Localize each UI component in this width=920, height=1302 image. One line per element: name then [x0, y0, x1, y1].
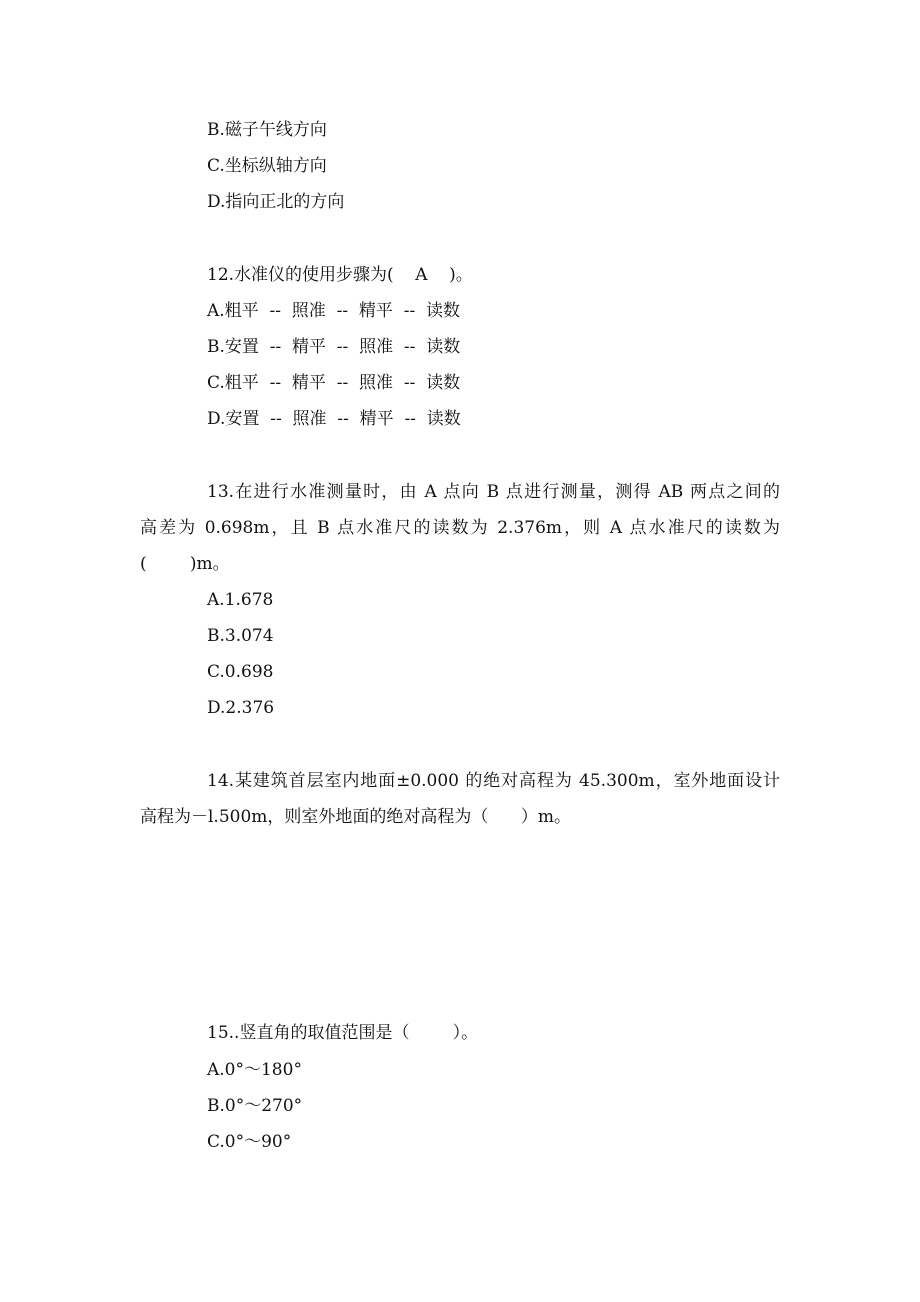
q13-option-a: A.1.678	[207, 590, 274, 610]
q13-stem-line-3: ( )m。	[140, 554, 230, 574]
q15-option-a: A.0°～180°	[207, 1060, 302, 1080]
q12-option-b: B.安置 -- 精平 -- 照准 -- 读数	[207, 337, 461, 357]
q12-option-a: A.粗平 -- 照准 -- 精平 -- 读数	[207, 301, 460, 321]
q12-option-d: D.安置 -- 照准 -- 精平 -- 读数	[207, 409, 461, 429]
q14-stem-line-2: 高程为－l.500m，则室外地面的绝对高程为（ ）m。	[140, 807, 571, 827]
q11-option-c: C.坐标纵轴方向	[207, 156, 327, 176]
q15-option-b: B.0°～270°	[207, 1096, 303, 1116]
q12-stem: 12.水准仪的使用步骤为( A )。	[207, 265, 473, 285]
q11-option-b: B.磁子午线方向	[207, 120, 327, 140]
q13-option-c: C.0.698	[207, 662, 274, 682]
q13-option-b: B.3.074	[207, 626, 274, 646]
q13-stem-line-2: 高差为 0.698m，且 B 点水准尺的读数为 2.376m，则 A 点水准尺的读数为	[140, 518, 780, 538]
q11-option-d: D.指向正北的方向	[207, 192, 345, 212]
q15-stem: 15..竖直角的取值范围是（ ）。	[207, 1023, 479, 1043]
q12-option-c: C.粗平 -- 精平 -- 照准 -- 读数	[207, 373, 461, 393]
q13-stem-line-1: 13.在进行水准测量时，由 A 点向 B 点进行测量，测得 AB 两点之间的	[207, 482, 780, 502]
q15-option-c: C.0°～90°	[207, 1132, 292, 1152]
q14-stem-line-1: 14.某建筑首层室内地面±0.000 的绝对高程为 45.300m，室外地面设计	[207, 771, 780, 791]
q13-option-d: D.2.376	[207, 698, 275, 718]
